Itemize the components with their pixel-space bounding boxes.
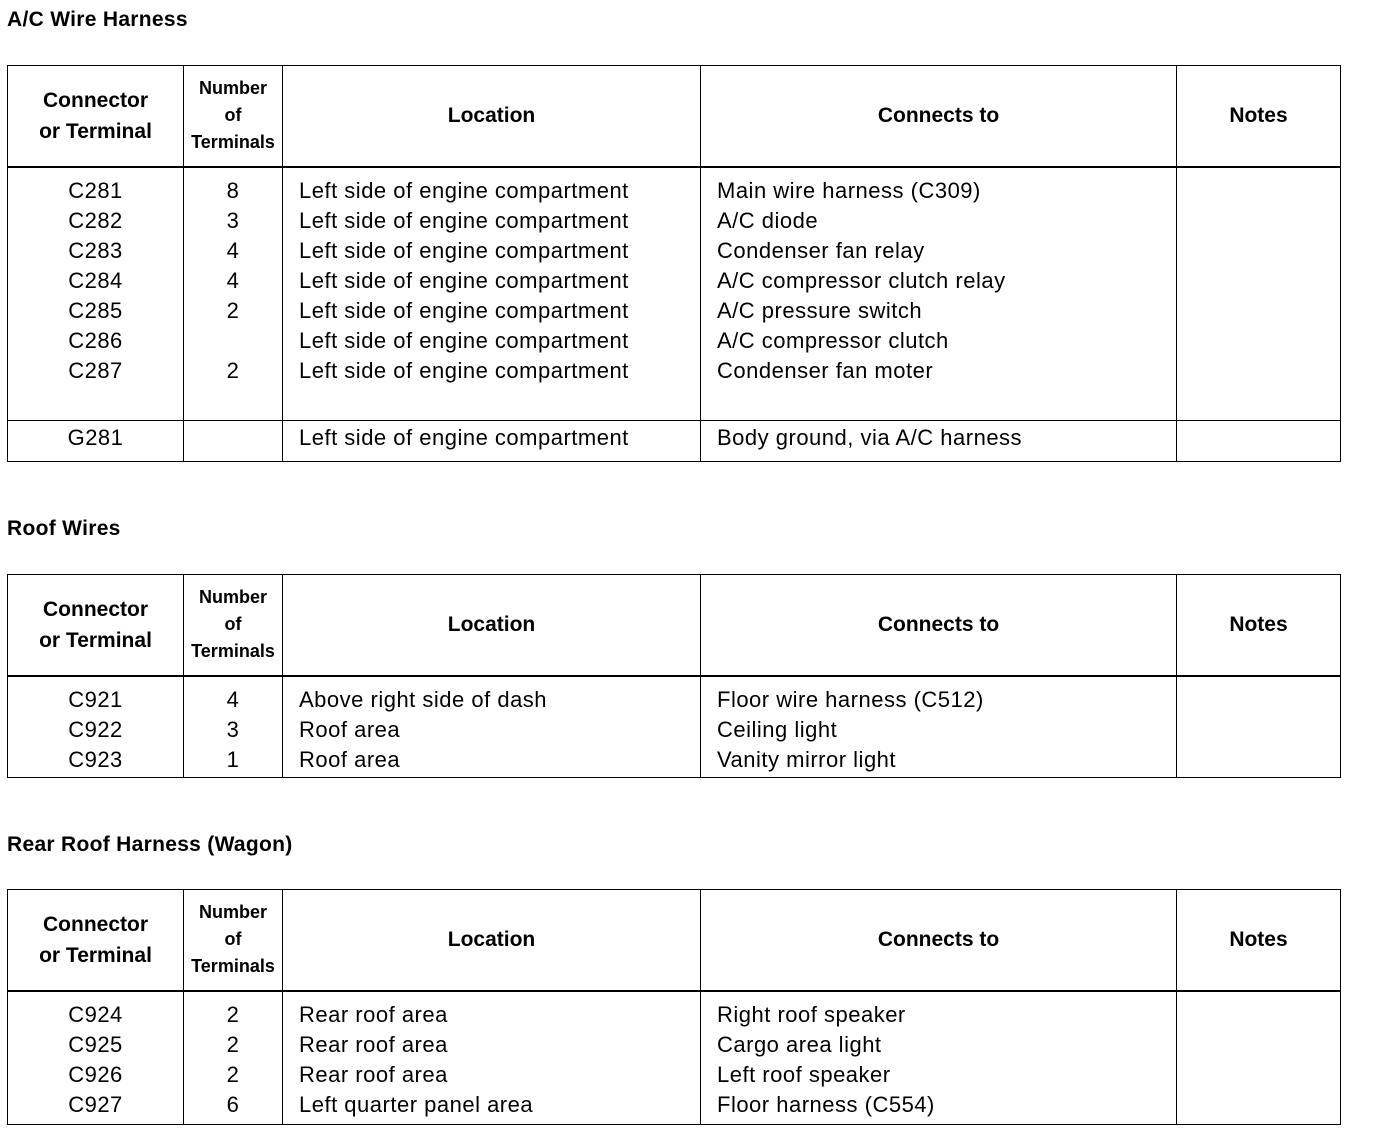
location-value: Left side of engine compartment (283, 421, 701, 462)
connector-cell (8, 991, 184, 1125)
terminals-header-line-3: Terminals (191, 132, 275, 153)
terminals-column-header (184, 575, 283, 676)
connector-column-header (8, 575, 184, 676)
connector-header-line-1: Connector (43, 597, 148, 621)
terminals-value: 4 (226, 237, 240, 263)
connector-value: C284 (68, 267, 123, 293)
location-value: Left side of engine compartment (299, 237, 629, 263)
connects-to-value: A/C pressure switch (717, 297, 923, 323)
terminals-header-line-2: of (224, 929, 242, 950)
terminals-column-header (184, 890, 283, 991)
table-header-row (8, 66, 1341, 167)
terminals-header-line-1: Number (198, 902, 267, 923)
terminals-value: 3 (226, 716, 240, 742)
connects-to-value: Ceiling light (717, 716, 838, 742)
connector-value: C282 (68, 207, 123, 233)
terminals-cell (184, 676, 283, 778)
connects-to-column-header: Connects to (701, 66, 1177, 167)
connects-to-cell (701, 991, 1177, 1125)
location-cell (283, 991, 701, 1125)
connector-value: C921 (68, 686, 123, 712)
connector-value: C283 (68, 237, 123, 263)
terminals-header-line-2: of (224, 105, 242, 126)
connects-to-value: Vanity mirror light (717, 746, 897, 772)
connector-value: C927 (68, 1091, 123, 1117)
location-value: Left side of engine compartment (299, 177, 629, 203)
connects-to-value: A/C compressor clutch relay (717, 267, 1006, 293)
connects-to-value: Body ground, via A/C harness (701, 421, 1177, 462)
location-value: Roof area (299, 746, 401, 772)
location-value: Roof area (299, 716, 401, 742)
terminals-cell (184, 167, 283, 421)
connector-header-line-2: or Terminal (39, 628, 152, 652)
location-cell (283, 167, 701, 421)
connector-value: C285 (68, 297, 123, 323)
location-value: Left side of engine compartment (299, 207, 629, 233)
location-value: Left side of engine compartment (299, 357, 629, 383)
connects-to-value: A/C compressor clutch (717, 327, 949, 353)
terminals-value: 2 (226, 357, 240, 383)
connects-to-value: Left roof speaker (717, 1061, 891, 1087)
connector-column-header (8, 890, 184, 991)
connects-to-cell (701, 167, 1177, 421)
connector-value: C926 (68, 1061, 123, 1087)
connects-to-value: Floor wire harness (C512) (717, 686, 984, 712)
location-value: Rear roof area (299, 1031, 448, 1057)
connects-to-value: Floor harness (C554) (717, 1091, 935, 1117)
location-column-header: Location (283, 575, 701, 676)
terminals-header-line-3: Terminals (191, 956, 275, 977)
notes-cell (1177, 676, 1341, 778)
section-title-roof-wires: Roof Wires (7, 517, 121, 540)
connector-header-line-2: or Terminal (39, 119, 152, 143)
rear-roof-harness-table (7, 889, 1341, 1125)
location-column-header: Location (283, 66, 701, 167)
ground-row (8, 421, 1341, 462)
location-cell (283, 676, 701, 778)
terminals-cell (184, 991, 283, 1125)
connector-value: C923 (68, 746, 123, 772)
terminals-value: 2 (226, 1031, 240, 1057)
location-value: Left side of engine compartment (299, 267, 629, 293)
terminals-column-header (184, 66, 283, 167)
notes-value (1177, 421, 1341, 462)
connects-to-column-header: Connects to (701, 890, 1177, 991)
location-column-header: Location (283, 890, 701, 991)
table-body-row (8, 167, 1341, 421)
connects-to-value: Condenser fan moter (717, 357, 934, 383)
connector-value: C922 (68, 716, 123, 742)
location-value: Rear roof area (299, 1001, 448, 1027)
terminals-header-line-1: Number (198, 587, 267, 608)
connector-header-line-2: or Terminal (39, 943, 152, 967)
terminals-header-line-1: Number (198, 78, 267, 99)
section-title-ac-wire-harness: A/C Wire Harness (7, 8, 188, 31)
connector-cell (8, 167, 184, 421)
table-body-row (8, 991, 1341, 1125)
terminals-value: 2 (226, 297, 240, 323)
notes-column-header: Notes (1177, 890, 1341, 991)
terminals-value: 8 (226, 177, 240, 203)
connector-value: C924 (68, 1001, 123, 1027)
connector-value: G281 (8, 421, 184, 462)
connector-value: C287 (68, 357, 123, 383)
terminals-value: 3 (226, 207, 240, 233)
connector-cell (8, 676, 184, 778)
terminals-value (184, 326, 282, 356)
connects-to-value: Condenser fan relay (717, 237, 925, 263)
terminals-value: 4 (226, 686, 240, 712)
location-value: Left quarter panel area (299, 1091, 534, 1117)
notes-cell (1177, 167, 1341, 421)
terminals-value: 6 (226, 1091, 240, 1117)
notes-column-header: Notes (1177, 575, 1341, 676)
terminals-value: 4 (226, 267, 240, 293)
connector-value: C925 (68, 1031, 123, 1057)
table-header-row (8, 890, 1341, 991)
notes-column-header: Notes (1177, 66, 1341, 167)
location-value: Left side of engine compartment (299, 297, 629, 323)
terminals-header-line-3: Terminals (191, 641, 275, 662)
terminals-value (184, 421, 283, 462)
table-body-row (8, 676, 1341, 778)
section-title-rear-roof-harness: Rear Roof Harness (Wagon) (7, 833, 293, 856)
roof-wires-table (7, 574, 1341, 778)
connector-column-header (8, 66, 184, 167)
terminals-value: 1 (226, 746, 240, 772)
connector-header-line-1: Connector (43, 912, 148, 936)
connects-to-cell (701, 676, 1177, 778)
connects-to-value: Cargo area light (717, 1031, 882, 1057)
location-value: Rear roof area (299, 1061, 448, 1087)
connector-header-line-1: Connector (43, 88, 148, 112)
connects-to-value: A/C diode (717, 207, 819, 233)
connects-to-value: Right roof speaker (717, 1001, 906, 1027)
terminals-header-line-2: of (224, 614, 242, 635)
location-value: Above right side of dash (299, 686, 548, 712)
connects-to-value: Main wire harness (C309) (717, 177, 981, 203)
notes-cell (1177, 991, 1341, 1125)
location-value: Left side of engine compartment (299, 327, 629, 353)
ac-wire-harness-table (7, 65, 1341, 462)
connector-value: C286 (68, 327, 123, 353)
terminals-value: 2 (226, 1061, 240, 1087)
connects-to-column-header: Connects to (701, 575, 1177, 676)
connector-value: C281 (68, 177, 123, 203)
table-header-row (8, 575, 1341, 676)
terminals-value: 2 (226, 1001, 240, 1027)
